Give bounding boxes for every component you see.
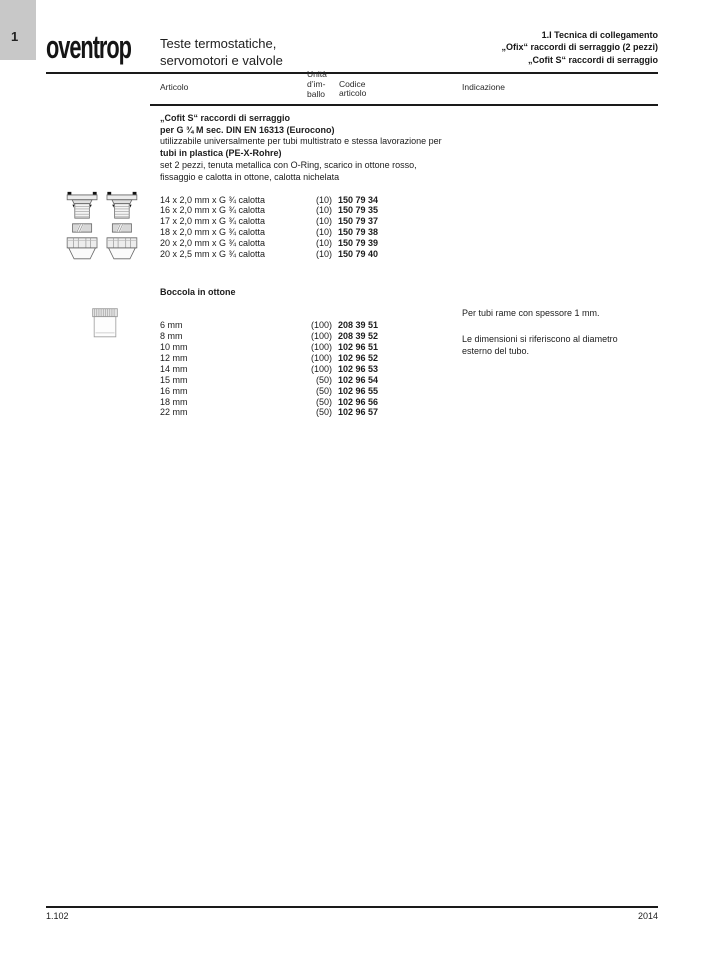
- unit-cell: (10): [315, 248, 332, 259]
- edition-year: 2014: [637, 911, 658, 921]
- article-cell: 18 mm: [160, 396, 188, 407]
- indicazione-note-2-line1: Le dimensioni si riferiscono al diametro: [462, 334, 618, 344]
- table-row: [160, 397, 440, 408]
- table-row: [160, 227, 440, 238]
- article-cell: 14 mm: [160, 363, 188, 374]
- article-cell: 14 x 2,0 mm x G ¾ calotta: [160, 194, 266, 205]
- table-row: [160, 353, 440, 364]
- article-cell: 17 x 2,0 mm x G ¾ calotta: [160, 216, 266, 227]
- page-title: [160, 36, 283, 69]
- unit-cell: (100): [310, 352, 332, 363]
- chapter-number: 1: [11, 29, 19, 44]
- column-header-articolo: Articolo: [160, 82, 189, 92]
- cofit-table: [160, 195, 440, 260]
- unit-cell: (100): [310, 342, 332, 353]
- column-header-rule: [150, 104, 658, 106]
- cofit-desc-line3: set 2 pezzi, tenuta metallica con O-Ring, scarico in ottone rosso,: [160, 159, 417, 170]
- unit-cell: (100): [310, 320, 332, 331]
- code-cell: 102 96 57: [338, 407, 379, 418]
- unit-cell: (50): [315, 396, 332, 407]
- codice-line2: articolo: [339, 88, 367, 99]
- code-cell: 150 79 34: [338, 194, 379, 205]
- section-header-line3: „Cofit S“ raccordi di serraggio: [527, 54, 658, 65]
- unit-cell: (50): [315, 385, 332, 396]
- header-rule: [46, 72, 658, 74]
- section-header: [501, 29, 658, 66]
- indicazione-note-2: [462, 333, 618, 358]
- indicazione-note-1: Per tubi rame con spessore 1 mm.: [462, 308, 600, 318]
- cofit-heading-line2: per G ¾ M sec. DIN EN 16313 (Eurocono): [160, 124, 335, 135]
- table-row: [160, 364, 440, 375]
- cofit-desc-line4: fissaggio e calotta in ottone, calotta nichelata: [160, 171, 340, 182]
- codice-line1: Codice: [339, 78, 366, 89]
- unit-cell: (50): [315, 407, 332, 418]
- unita-line2: d’im-: [307, 78, 326, 89]
- column-header-codice: [339, 80, 366, 100]
- table-row: [160, 386, 440, 397]
- code-cell: 150 79 39: [338, 238, 379, 249]
- section-header-line1: 1.I Tecnica di collegamento: [541, 30, 658, 40]
- unit-cell: (10): [315, 216, 332, 227]
- table-row: [160, 249, 440, 260]
- cofit-fitting-drawing: [66, 191, 138, 261]
- table-row: [160, 216, 440, 227]
- article-cell: 16 mm: [160, 385, 188, 396]
- article-cell: 20 x 2,5 mm x G ¾ calotta: [160, 248, 266, 259]
- table-row: [160, 195, 440, 206]
- section-header-line2: „Ofix“ raccordi di serraggio (2 pezzi): [501, 42, 658, 53]
- article-cell: 16 x 2,0 mm x G ¾ calotta: [160, 205, 266, 216]
- code-cell: 102 96 54: [338, 374, 379, 385]
- unit-cell: (100): [310, 363, 332, 374]
- table-row: [160, 238, 440, 249]
- unit-cell: (50): [315, 374, 332, 385]
- cofit-desc-line2: tubi in plastica (PE-X-Rohre): [160, 148, 282, 159]
- unit-cell: (10): [315, 227, 332, 238]
- boccola-drawing: [92, 308, 118, 338]
- chapter-tab: [0, 0, 36, 60]
- footer-rule: [46, 906, 658, 908]
- table-row: [160, 331, 440, 342]
- code-cell: 150 79 38: [338, 227, 379, 238]
- unit-cell: (10): [315, 194, 332, 205]
- unit-cell: (10): [315, 238, 332, 249]
- article-cell: 6 mm: [160, 320, 183, 331]
- table-row: [160, 205, 440, 216]
- boccola-heading: Boccola in ottone: [160, 287, 236, 297]
- table-row: [160, 320, 440, 331]
- article-cell: 10 mm: [160, 342, 188, 353]
- unit-cell: (10): [315, 205, 332, 216]
- cofit-description: [160, 113, 442, 183]
- article-cell: 22 mm: [160, 407, 188, 418]
- code-cell: 102 96 53: [338, 363, 379, 374]
- code-cell: 150 79 37: [338, 216, 379, 227]
- boccola-table: [160, 320, 440, 418]
- table-row: [160, 407, 440, 418]
- column-header-indicazione: Indicazione: [462, 82, 506, 92]
- code-cell: 150 79 35: [338, 205, 379, 216]
- table-row: [160, 342, 440, 353]
- code-cell: 150 79 40: [338, 248, 379, 259]
- column-header-unita: [307, 70, 327, 99]
- article-cell: 20 x 2,0 mm x G ¾ calotta: [160, 238, 266, 249]
- code-cell: 102 96 56: [338, 396, 379, 407]
- article-cell: 15 mm: [160, 374, 188, 385]
- code-cell: 102 96 51: [338, 342, 379, 353]
- article-cell: 12 mm: [160, 352, 188, 363]
- title-line1: Teste termostatiche,: [160, 36, 277, 51]
- unita-line3: ballo: [307, 88, 325, 99]
- oventrop-logo: oventrop: [46, 29, 131, 65]
- article-cell: 8 mm: [160, 331, 183, 342]
- code-cell: 208 39 52: [338, 331, 379, 342]
- cofit-heading-line1: „Cofit S“ raccordi di serraggio: [160, 113, 291, 123]
- article-cell: 18 x 2,0 mm x G ¾ calotta: [160, 227, 266, 238]
- page-number: 1.102: [46, 911, 69, 921]
- cofit-desc-line1: utilizzabile universalmente per tubi multistrato e stessa lavorazione per: [160, 136, 442, 147]
- indicazione-note-2-line2: esterno del tubo.: [462, 346, 530, 357]
- unita-line1: Unità: [307, 69, 327, 79]
- table-row: [160, 375, 440, 386]
- code-cell: 102 96 52: [338, 352, 379, 363]
- code-cell: 208 39 51: [338, 320, 379, 331]
- code-cell: 102 96 55: [338, 385, 379, 396]
- title-line2: servomotori e valvole: [160, 52, 283, 68]
- unit-cell: (100): [310, 331, 332, 342]
